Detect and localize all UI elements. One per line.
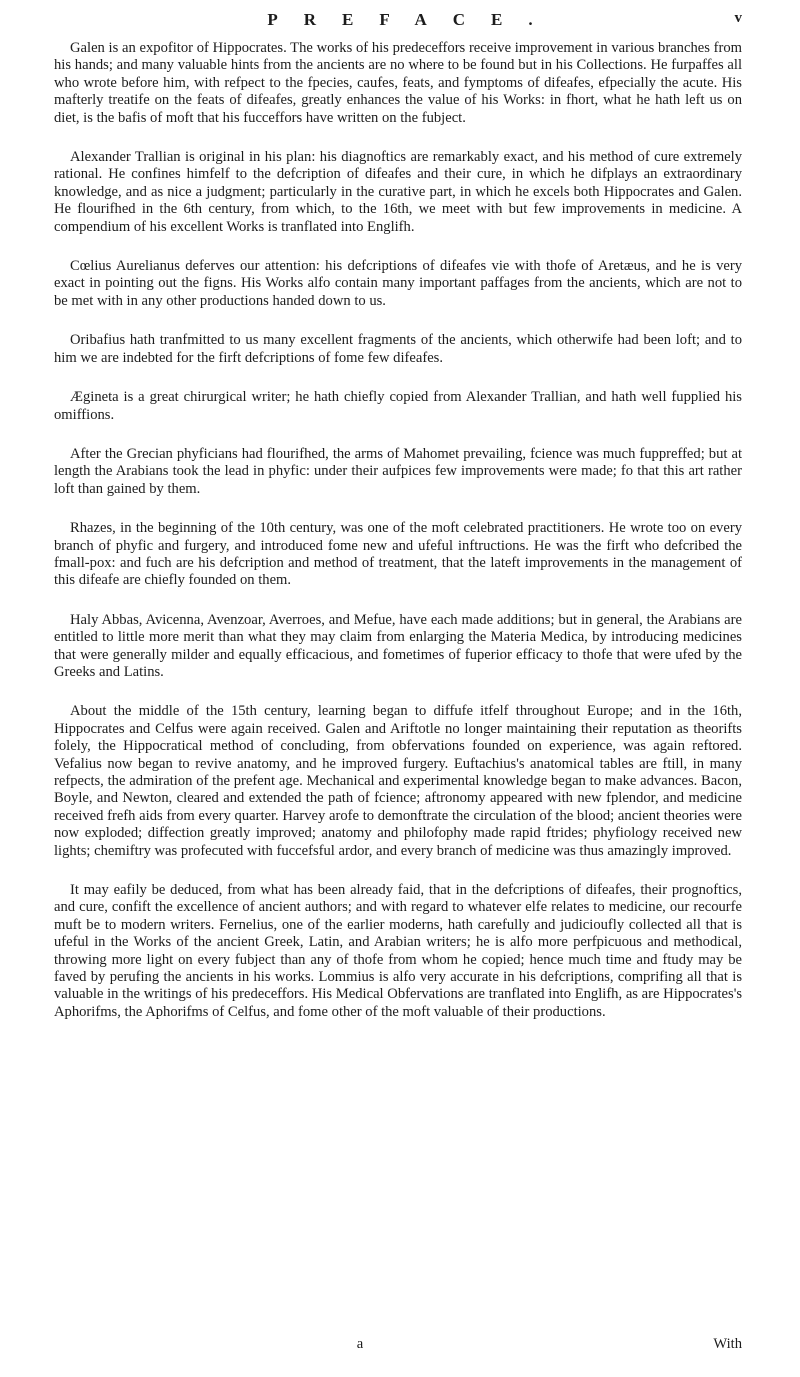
paragraph-arabians: After the Grecian phyficians had flourifhed, the arms of Mahomet prevailing, fcience was much fuppreffed; but at length the Arabians took the lead in phyfic: under their aufpices few improvements were made; fo that this art rather loft than gained by them. (54, 445, 742, 497)
paragraph-15th-century: About the middle of the 15th century, learning began to diffufe itfelf throughout Europe; and in the 16th, Hippocrates and Celfus were again received. Galen and Ariftotle no longer maintaining their reputation as theorifts folely, the Hippocratical method of concluding, from obfervations founded on experience, was again reftored. Vefalius now began to revive anatomy, and he improved furgery. Euftachius's anatomical tables are ftill, in many refpects, the admiration of the prefent age. Mechanical and experimental knowledge began to make advances. Bacon, Boyle, and Newton, cleared and extended the path of fcience; aftronomy appeared with new fplendor, and medicine received frefh aids from every quarter. Harvey arofe to demonftrate the circulation of the blood; ancient theories were now exploded; diffection greatly improved; anatomy and philofophy made rapid ftrides; phyfiology received new lights; chemiftry was profecuted with fuccefsful ardor, and every branch of medicine was thus amazingly improved. (54, 703, 742, 859)
paragraph-rhazes: Rhazes, in the beginning of the 10th century, was one of the moft celebrated practitioners. He wrote too on every branch of phyfic and furgery, and introduced fome new and ufeful inftructions. He was the firft who defcribed the fmall-pox: and fuch are his defcription and method of treatment, that the lateft improvements in the management of this difeafe are chiefly founded on them. (54, 520, 742, 589)
paragraph-moderns: It may eafily be deduced, from what has been already faid, that in the defcriptions of difeafes, their prognoftics, and cure, confift the excellence of ancient authors; and with regard to whatever elfe relates to medicine, our recourfe muft be to modern writers. Fernelius, one of the earlier moderns, hath carefully and judicioufly collected all that is ufeful in the Works of the ancient Greek, Latin, and Arabian writers; he is alfo more perfpicuous and methodical, throwing more light on every fubject than any of thofe from whom he copied; hence much time and ftudy may be faved by perufing the ancients in his works. Lommius is alfo very accurate in his defcriptions, comprifing all that is valuable in the writings of his predeceffors. His Medical Obfervations are tranflated into Englifh, as are Hippocrates's Aphorifms, the Aphorifms of Celfus, and fome other of the moft valuable of their productions. (54, 882, 742, 1020)
signature-mark: a (356, 1336, 364, 1352)
paragraph-coelius-aurelianus: Cœlius Aurelianus deferves our attention: his defcriptions of difeafes vie with thofe of Aretæus, and he is very exact in pointing out the figns. His Works alfo contain many important paffages from the ancients, which are not to be met with in any other productions handed down to us. (54, 258, 742, 309)
page-number: v (734, 10, 742, 26)
running-title: PREFACE. (267, 10, 559, 29)
page-footer (54, 1336, 742, 1366)
paragraph-alexander-trallian: Alexander Trallian is original in his plan: his diagnoftics are remarkably exact, and his method of cure extremely rational. He confines himfelf to the defcription of difeafes and their cure, in which he difplays an extraordinary knowledge, and as nice a judgment; particularly in the curative part, in which he excels both Hippocrates and Galen. He flourifhed in the 6th century, from which, to the 16th, we meet with but few improvements in medicine. A compendium of his excellent Works is tranflated into Englifh. (54, 149, 742, 235)
paragraph-haly-abbas: Haly Abbas, Avicenna, Avenzoar, Averroes, and Mefue, have each made additions; but in general, the Arabians are entitled to little more merit than what they may claim from enlarging the Materia Medica, by introducing medicines that were generally milder and equally efficacious, and fometimes of fuperior efficacy to thofe that were ufed by the Greeks and Latins. (54, 611, 742, 680)
catchword: With (713, 1336, 742, 1352)
paragraph-aegineta: Ægineta is a great chirurgical writer; he hath chiefly copied from Alexander Trallian, and hath well fupplied his omiffions. (54, 389, 742, 423)
running-head (54, 0, 742, 40)
preface-body (54, 40, 742, 1021)
paragraph-oribasius: Oribafius hath tranfmitted to us many excellent fragments of the ancients, which otherwife had been loft; and to him we are indebted for the firft defcriptions of fome few difeafes. (54, 332, 742, 366)
paragraph-galen: Galen is an expofitor of Hippocrates. The works of his predeceffors receive improvement in various branches from his hands; and many valuable hints from the ancients are no where to be found but in his Collections. He furpaffes all who wrote before him, with refpect to the fpecies, caufes, feats, and fymptoms of difeafes, efpecially the acute. His mafterly treatife on the feats of difeafes, greatly enhances the value of his Works: in fhort, what he hath left us on diet, is the bafis of moft that his fucceffors have written on the fubject. (54, 40, 742, 126)
